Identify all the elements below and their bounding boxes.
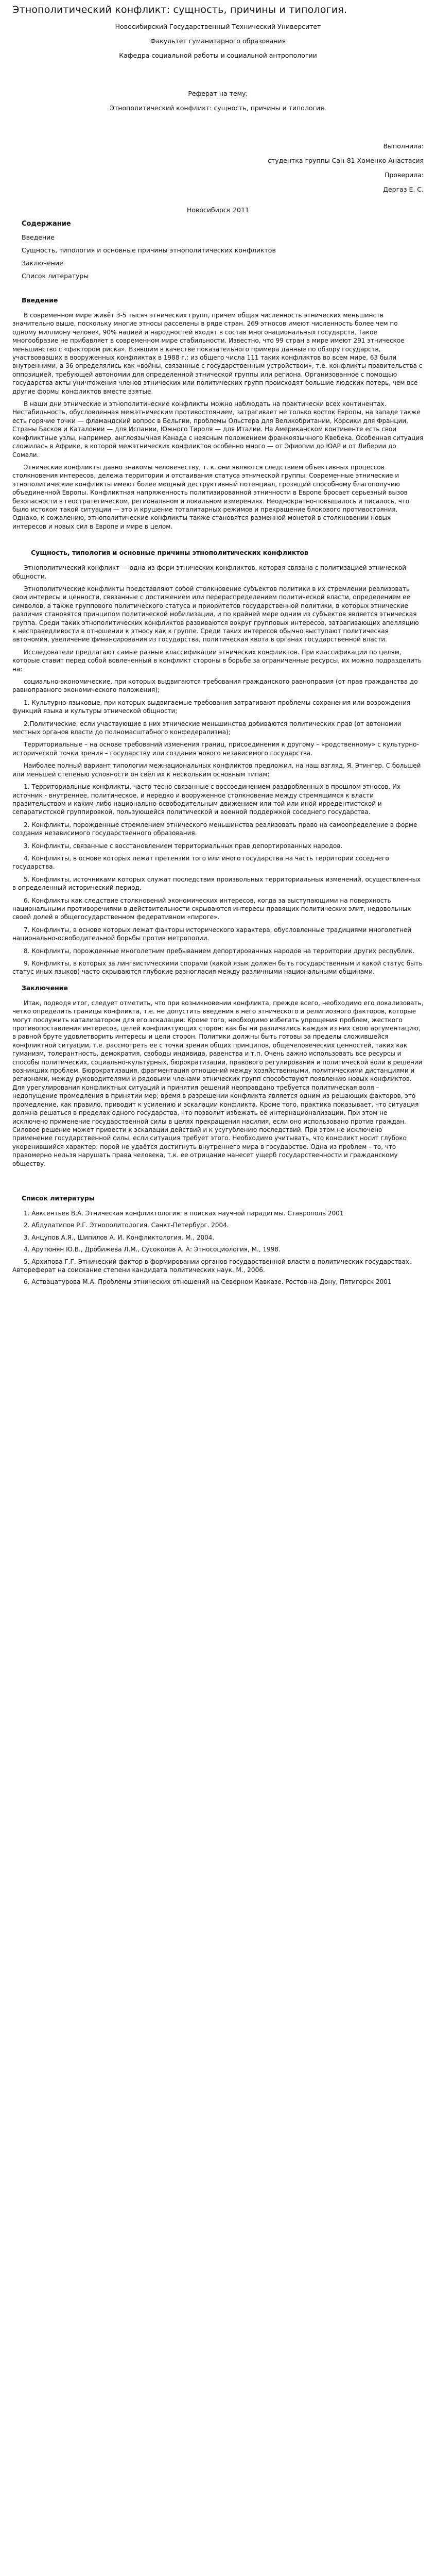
- main-paragraph: 7. Конфликты, в основе которых лежат факторы исторического характера, обусловленные традициями многолетней национально-освободительной борьбы против метрополии.: [12, 926, 412, 942]
- reference-item: 5. Архипова Г.Г. Этнический фактор в формировании органов государственной власти в политических государствах. Автореферат на соискание степени кандидата политических наук. М., 2006.: [12, 1258, 411, 1274]
- checker-name: Дергаз Е. С.: [383, 185, 424, 193]
- main-paragraph: 4. Конфликты, в основе которых лежат претензии того или иного государства на часть территории соседнего государства.: [12, 854, 389, 871]
- faculty-name: Факультет гуманитарного образования: [150, 37, 286, 45]
- intro-heading: Введение: [22, 296, 58, 304]
- reference-item: 3. Анцупов А.Я., Шипилов А. И. Конфликтология. М., 2004.: [24, 1233, 215, 1241]
- referat-topic: Этнополитический конфликт: сущность, причины и типология.: [110, 104, 326, 112]
- reference-item: 2. Абдулатипов Р.Г. Этнополитология. Санкт-Петербург. 2004.: [24, 1222, 229, 1229]
- done-by-label: Выполнила:: [383, 142, 424, 150]
- referat-label: Реферат на тему:: [188, 90, 248, 97]
- intro-paragraph: Этнические конфликты давно знакомы человечеству, т. к. они являются следствием объективных процессов столкновения интересов, дележа территории и отстаивания статуса этнической группы. Современные этнические и этнополитические конфликты имеют более мощный деструктивный потенциал, грозящий способному благополучию объединенной Европы. Конфликтная напряженность политизированной этничности в Европе бросает серьезный вызов безопасности в геостратегическом, региональном и локальном измерениях. Неоднократно-повышалось и писалось, что было истоком такой ситуации — это и крушение тоталитарных режимов и прекращение блокового противостояния. Однако, к сожалению, этнополитические конфликты также становятся разменной монетой в столкновении новых интересов и новых сил в Европе и мире в целом.: [12, 463, 410, 530]
- main-paragraph: Наиболее полный вариант типологии межнациональных конфликтов предложил, на наш взгляд, Я. Этингер. С большей или меньшей степенью условности он свёл их к нескольким основным типам:: [12, 762, 421, 778]
- main-paragraph: социально-экономические, при которых выдвигаются требования гражданского равноправия (от прав гражданства до равноправного экономического положения);: [12, 678, 418, 694]
- main-paragraph: Исследователи предлагают самые разные классификации этнических конфликтов. При классификации по целям, которые ставит перед собой вовлеченный в конфликт стороны в борьбе за ограниченные ресурсы, их можно подразделить на:: [12, 648, 422, 673]
- reference-item: 1. Авксентьев В.А. Этническая конфликтология: в поисках научной парадигмы. Ставрополь 2001: [24, 1209, 344, 1217]
- toc-item: Заключение: [22, 259, 63, 267]
- student-name: студентка группы Сан-81 Хоменко Анастасия: [268, 157, 424, 164]
- university-name: Новосибирский Государственный Технический Университет: [115, 23, 321, 30]
- conclusion-heading: Заключение: [22, 984, 68, 992]
- document-page: [0, 0, 436, 1286]
- main-paragraph: 6. Конфликты как следствие столкновений экономических интересов, когда за выступающими на поверхность национальными противоречиями в действительности скрываются интересы правящих политических элит, недовольных своей долей в общегосударственном федеративном «пироге».: [12, 896, 411, 921]
- main-paragraph: Территориальные – на основе требований изменения границ, присоединения к другому – «родственному» с культурно-исторической точки зрения – государству или создания нового независимого государства.: [12, 741, 419, 757]
- conclusion-paragraph: Итак, подводя итог, следует отметить, что при возникновении конфликта, прежде всего, необходимо его локализовать, четко определить границы конфликта, т.е. не допустить введения в него этнического и религиозного факторов, которые могут послужить катализатором для его эскалации. Кроме того, необходимо избегать упрощения проблем, жесткого противопоставления интересов, целей конфликтующих сторон: как бы ни различались каждая из них свою аргументацию, в равной бруте удовлетворить интересы и цели сторон. Политики должны быть готовы за пределы сложившейся конфликтной ситуации, т.е. рассмотреть ее с точки зрения общих принципов, общечеловеческих ценностей, таких как гуманизм, толерантность, демократия, свободы индивида, равенства и т.п. Очень важно использовать все ресурсы и способы политических, социально-культурных, бюрократизации, правового регулирования и политической воли в решении возникших проблем. Бюрократизация, фрагментация отношений между хозяйственными, политическими дистанциями и регионами, между руководителями и рядовыми членами этнических групп способствуют появлению новых конфликтов. Для урегулирования конфликтных ситуаций и принятия решений неоправдано требуется политическая воля – недопущение промедления в принятии мер; время в разрешении конфликта является одним из решающих факторов, это промедление, как правило, приводит к усилению и эскалации конфликта. Кроме того, практика показывает, что ситуация должна решаться в пределах одного государства, что позволит избежать её интернационализации. При этом не исключено применение государственной силы в целях прекращения насилия, если оно использовано против граждан. Силовое решение может привести к эскалации действий и к усугублению последствий. При этом не исключено применение государственной силы, если ситуация требует этого. Необходимо учитывать, что конфликт носит глубоко укоренившийся характер: порой не удаётся достигнуть внутреннего мира в государстве. Одна из проблем – то, что правомерно нельзя нарушать права человека, т.к. ее отрицание нанесет ущерб государственности и гражданскому обществу.: [12, 999, 424, 1167]
- main-paragraph: 2.Политические, если участвующие в них этнические меньшинства добиваются политических прав (от автономии местных органов власти до полномасштабного конфедерализма);: [12, 720, 402, 736]
- department-name: Кафедра социальной работы и социальной антропологии: [119, 52, 317, 59]
- intro-paragraph: В современном мире живёт 3-5 тысяч этнических групп, причем общая численность этнических меньшинств значительно выше, поскольку многие этносы расселены в ряде стран. 269 этносов имеют численность более чем по одному миллиону человек, 90% нацией и народностей входят в состав многонациональных государств. Такое многообразие не прибавляет в современном мире стабильности. Известно, что 99 стран в мире имеют 291 этническое меньшинство с «фактором риска». Взявшим в качестве показательного примера данные по обзору государств, участвовавших в вооруженных конфликтах в 1988 г.: из общего числа 111 таких конфликтов во всем мире, 63 были внутренними, а 36 определялись как «войны, связанные с государственным устройством», т.е. конфликты правительства с оппозицией, требующей автономии для определенной этнической группы или региона. Организованное с помощью государства акты уничтожения членов этнических или политических групп происходят большие людских потерь, чем все другие формы конфликтов вместе взятые.: [12, 312, 423, 395]
- toc-item: Список литературы: [22, 272, 89, 280]
- main-paragraph: 1. Территориальные конфликты, часто тесно связанные с воссоединением раздробленных в прошлом этносов. Их источник - внутреннее, политическое, и нередко и вооруженное столкновение между стремящимся к власти правительством и каким-либо национально-освободительным движением или той или иной ирредентистской и сепаратистской группировкой, пользующейся политической и военной поддержкой соседнего государства.: [12, 783, 401, 816]
- toc-item: Сущность, типология и основные причины этнополитических конфликтов: [22, 246, 276, 254]
- place-year: Новосибирск 2011: [186, 206, 250, 214]
- reference-item: 6. Аствацатурова М.А. Проблемы этнических отношений на Северном Кавказе. Ростов-на-Дону, Пятигорск 2001: [24, 1278, 392, 1286]
- main-paragraph: 5. Конфликты, источниками которых служат последствия произвольных территориальных изменений, осуществленных в определенный исторический период.: [12, 875, 421, 892]
- references-heading: Список литературы: [22, 1194, 95, 1202]
- toc-item: Введение: [22, 233, 55, 241]
- main-paragraph: 2. Конфликты, порожденные стремлением этнического меньшинства реализовать право на самоопределение в форме создания независимого государственного образования.: [12, 821, 417, 837]
- toc-title: Содержание: [22, 220, 71, 228]
- document-title: Этнополитический конфликт: сущность, причины и типология.: [12, 4, 347, 15]
- main-paragraph: Этнополитические конфликты представляют собой столкновение субъектов политики в их стремлении реализовать свои интересы и ценности, связанные с достижением или перераспределением политической власти, определением ее символов, а также группового политического статуса и приоритетов государственной политики, в которых этнические различия становятся принципом политической мобилизации, и по крайней мере одним из субъектов является этническая группа. Среди таких этнополитических конфликтов развиваются вокруг групповых интересов, затрагивающих апелляцию к несправедливости в отношении к этносу как к группе. Среди таких интересов обычно выступают политическая автономия, увеличение финансирования из государства, политическая квота в органах государственной власти.: [12, 585, 419, 643]
- checked-by-label: Проверила:: [385, 171, 424, 179]
- main-paragraph: 9. Конфликты, в которых за лингвистическими спорами (какой язык должен быть государственным и какой статус быть статус иных языков) часто скрываются глубокие разногласия между различными национальными общинами.: [12, 960, 423, 976]
- main-paragraph: 3. Конфликты, связанные с восстановлением территориальных прав депортированных народов.: [24, 842, 343, 850]
- main-paragraph: Этнополитический конфликт — одна из форм этнических конфликтов, которая связана с политизацией этнической общности.: [12, 564, 406, 580]
- main-paragraph: 8. Конфликты, порожденные многолетним пребыванием депортированных народов на территории других республик.: [24, 947, 415, 955]
- main-paragraph: 1. Культурно-языковые, при которых выдвигаемые требования затрагивают проблемы сохранения или возрождения функций языка и культуры этнической общности;: [12, 699, 411, 715]
- main-heading: Сущность, типология и основные причины этнополитических конфликтов: [31, 549, 309, 557]
- reference-item: 4. Арутюнян Ю.В., Дробижева Л.М., Сусоколов А. А: Этносоциология, М., 1998.: [24, 1246, 281, 1253]
- intro-paragraph: В наши дни этнические и этнополитические конфликты можно наблюдать на практически всех континентах. Нестабильность, обусловленная межэтническим противостоянием, затрагивает не только восток Европы, на западе также есть горячие точки — фламандский вопрос в Бельгии, проблемы Ольстера для Великобритании, Корсики для Франции, Страны Басков и Каталонии — для Испании, Южного Тироля — для Италии. На Американском континенте есть свои конфликтные узлы, например, англоязычная Канада с неясным положением франкоязычного Квебека. Особенная ситуация сложилась в Африке, в которой межэтнических конфликтов особенно много — от Эфиопии до ЮАР и от Либерии до Сомали.: [12, 400, 424, 459]
